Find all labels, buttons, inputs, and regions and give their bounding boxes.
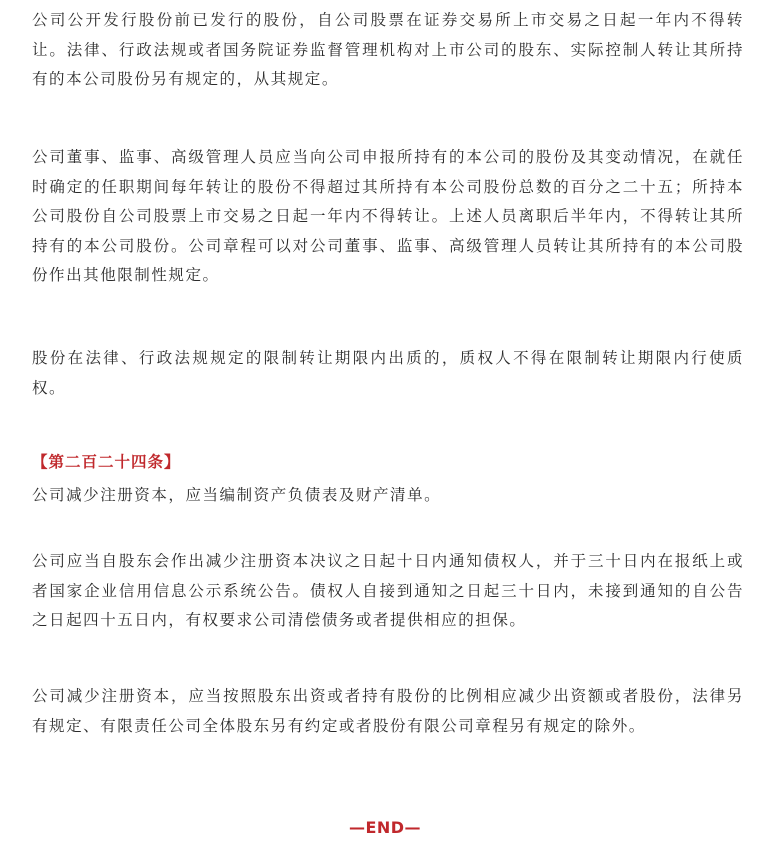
paragraph-capital-reduction: 公司减少注册资本，应当编制资产负债表及财产清单。 (32, 486, 442, 504)
paragraph-director-share-disclosure: 公司董事、监事、高级管理人员应当向公司申报所持有的本公司的股份及其变动情况，在就任时确定的任职期间每年转让的股份不得超过其所持有本公司股份总数的百分之二十五；所持本公司股份自公司股票上市交易之日起一年内不得转让。上述人员离职后半年内，不得转让其所持有的本公司股份。公司章程可以对公司董事、监事、高级管理人员转让其所持有的本公司股份作出其他限制性规定。 (32, 148, 744, 285)
paragraph-pledged-shares: 股份在法律、行政法规规定的限制转让期限内出质的，质权人不得在限制转让期限内行使质权。 (32, 349, 744, 397)
paragraph-creditor-notice: 公司应当自股东会作出减少注册资本决议之日起十日内通知债权人，并于三十日内在报纸上或者国家企业信用信息公示系统公告。债权人自接到通知之日起三十日内，未接到通知的自公告之日起四十五日内，有权要求公司清偿债务或者提供相应的担保。 (32, 552, 744, 630)
paragraph-share-transfer-restriction: 公司公开发行股份前已发行的股份，自公司股票在证券交易所上市交易之日起一年内不得转让。法律、行政法规或者国务院证券监督管理机构对上市公司的股东、实际控制人转让其所持有的本公司股份另有规定的，从其规定。 (32, 11, 744, 89)
end-mark: —END— (348, 818, 422, 837)
paragraph-proportional-reduction: 公司减少注册资本，应当按照股东出资或者持有股份的比例相应减少出资额或者股份，法律另有规定、有限责任公司全体股东另有约定或者股份有限公司章程另有规定的除外。 (32, 687, 744, 735)
section-heading-article-224: 【第二百二十四条】 (32, 453, 181, 471)
